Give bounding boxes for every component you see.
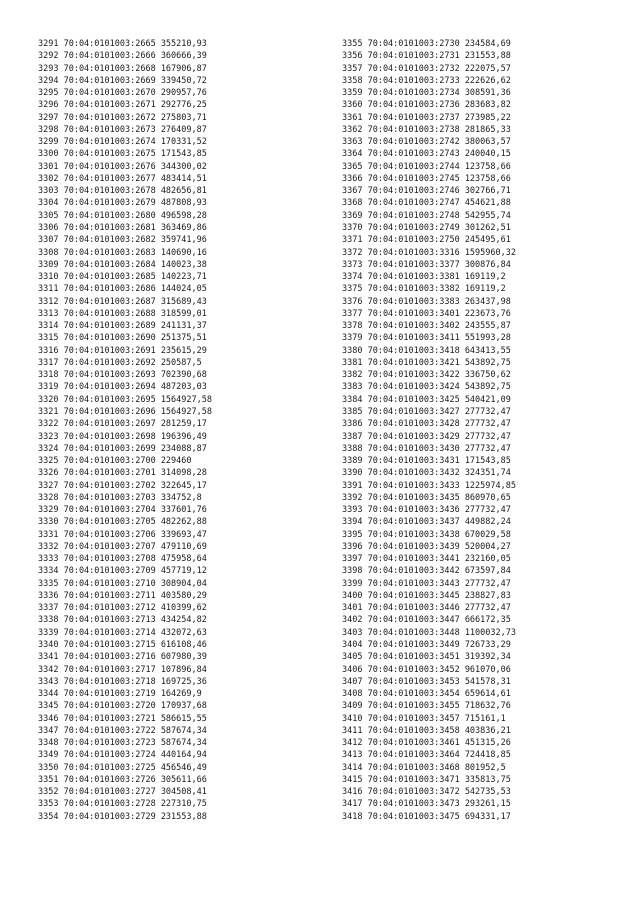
table-row: 3373 70:04:0101003:3377 300876,84 (342, 259, 511, 270)
table-row: 3363 70:04:0101003:2742 380063,57 (342, 137, 511, 148)
table-row: 3296 70:04:0101003:2671 292776,25 (38, 100, 207, 111)
table-row: 3377 70:04:0101003:3401 223673,76 (342, 308, 511, 319)
table-row: 3393 70:04:0101003:3436 277732,47 (342, 505, 511, 516)
table-row: 3417 70:04:0101003:3473 293261,15 (342, 799, 511, 810)
table-row: 3412 70:04:0101003:3461 451315,26 (342, 738, 511, 749)
table-row: 3389 70:04:0101003:3431 171543,85 (342, 456, 511, 467)
table-row: 3331 70:04:0101003:2706 339693,47 (38, 529, 207, 540)
table-row: 3388 70:04:0101003:3430 277732,47 (342, 443, 511, 454)
table-row: 3376 70:04:0101003:3383 263437,98 (342, 296, 511, 307)
table-row: 3414 70:04:0101003:3468 801952,5 (342, 762, 506, 773)
table-row: 3382 70:04:0101003:3422 336750,62 (342, 370, 511, 381)
table-row: 3295 70:04:0101003:2670 290957,76 (38, 88, 207, 99)
table-row: 3309 70:04:0101003:2684 140023,38 (38, 259, 207, 270)
table-row: 3345 70:04:0101003:2720 170937,68 (38, 701, 207, 712)
table-row: 3347 70:04:0101003:2722 587674,34 (38, 725, 207, 736)
table-row: 3293 70:04:0101003:2668 167906,87 (38, 63, 207, 74)
table-row: 3338 70:04:0101003:2713 434254,82 (38, 615, 207, 626)
table-row: 3341 70:04:0101003:2716 607980,39 (38, 652, 207, 663)
table-row: 3324 70:04:0101003:2699 234088,87 (38, 443, 207, 454)
table-row: 3379 70:04:0101003:3411 551993,28 (342, 333, 511, 344)
table-row: 3342 70:04:0101003:2717 107896,84 (38, 664, 207, 675)
table-row: 3416 70:04:0101003:3472 542735,53 (342, 787, 511, 798)
table-row: 3406 70:04:0101003:3452 961070,06 (342, 664, 511, 675)
table-row: 3381 70:04:0101003:3421 543892,75 (342, 357, 511, 368)
table-row: 3380 70:04:0101003:3418 643413,55 (342, 345, 511, 356)
table-row: 3357 70:04:0101003:2732 222075,57 (342, 63, 511, 74)
table-row: 3318 70:04:0101003:2693 702390,68 (38, 370, 207, 381)
table-row: 3339 70:04:0101003:2714 432072,63 (38, 627, 207, 638)
table-row: 3374 70:04:0101003:3381 169119,2 (342, 272, 506, 283)
table-row: 3411 70:04:0101003:3458 403836,21 (342, 725, 511, 736)
table-row: 3304 70:04:0101003:2679 487808,93 (38, 198, 207, 209)
table-row: 3369 70:04:0101003:2748 542955,74 (342, 210, 511, 221)
table-row: 3359 70:04:0101003:2734 308591,36 (342, 88, 511, 99)
table-row: 3311 70:04:0101003:2686 144024,05 (38, 284, 207, 295)
table-row: 3336 70:04:0101003:2711 403580,29 (38, 590, 207, 601)
table-row: 3346 70:04:0101003:2721 586615,55 (38, 713, 207, 724)
table-row: 3397 70:04:0101003:3441 232160,05 (342, 554, 511, 565)
table-row: 3394 70:04:0101003:3437 449882,24 (342, 517, 511, 528)
table-row: 3405 70:04:0101003:3451 319392,34 (342, 652, 511, 663)
table-row: 3358 70:04:0101003:2733 222626,62 (342, 75, 511, 86)
table-row: 3329 70:04:0101003:2704 337601,76 (38, 505, 207, 516)
table-row: 3351 70:04:0101003:2726 305611,66 (38, 774, 207, 785)
table-row: 3390 70:04:0101003:3432 324351,74 (342, 468, 511, 479)
table-row: 3395 70:04:0101003:3438 670029,58 (342, 529, 511, 540)
table-row: 3343 70:04:0101003:2718 169725,36 (38, 676, 207, 687)
table-row: 3367 70:04:0101003:2746 302766,71 (342, 186, 511, 197)
table-row: 3356 70:04:0101003:2731 231553,88 (342, 51, 511, 62)
table-row: 3352 70:04:0101003:2727 304508,41 (38, 787, 207, 798)
table-row: 3391 70:04:0101003:3433 1225974,85 (342, 480, 516, 491)
table-row: 3399 70:04:0101003:3443 277732,47 (342, 578, 511, 589)
table-row: 3300 70:04:0101003:2675 171543,85 (38, 149, 207, 160)
table-row: 3413 70:04:0101003:3464 724418,85 (342, 750, 511, 761)
table-row: 3314 70:04:0101003:2689 241131,37 (38, 321, 207, 332)
table-row: 3403 70:04:0101003:3448 1100032,73 (342, 627, 516, 638)
table-row: 3396 70:04:0101003:3439 520004,27 (342, 541, 511, 552)
table-row: 3326 70:04:0101003:2701 314098,28 (38, 468, 207, 479)
table-row: 3292 70:04:0101003:2666 360666,39 (38, 51, 207, 62)
table-row: 3415 70:04:0101003:3471 335813,75 (342, 774, 511, 785)
table-row: 3361 70:04:0101003:2737 273985,22 (342, 112, 511, 123)
table-row: 3375 70:04:0101003:3382 169119,2 (342, 284, 506, 295)
table-row: 3294 70:04:0101003:2669 339450,72 (38, 75, 207, 86)
table-row: 3321 70:04:0101003:2696 1564927,58 (38, 406, 212, 417)
table-row: 3398 70:04:0101003:3442 673597,84 (342, 566, 511, 577)
table-row: 3410 70:04:0101003:3457 715161,1 (342, 713, 506, 724)
table-row: 3306 70:04:0101003:2681 363469,86 (38, 222, 207, 233)
table-row: 3418 70:04:0101003:3475 694331,17 (342, 811, 511, 822)
table-row: 3392 70:04:0101003:3435 860970,65 (342, 492, 511, 503)
table-row: 3335 70:04:0101003:2710 308904,04 (38, 578, 207, 589)
table-row: 3355 70:04:0101003:2730 234584,69 (342, 39, 511, 49)
table-row: 3316 70:04:0101003:2691 235615,29 (38, 345, 207, 356)
right-column (342, 38, 516, 823)
table-row: 3327 70:04:0101003:2702 322645,17 (38, 480, 207, 491)
table-row: 3378 70:04:0101003:3402 243555,87 (342, 321, 511, 332)
table-row: 3364 70:04:0101003:2743 240040,15 (342, 149, 511, 160)
table-row: 3348 70:04:0101003:2723 587674,34 (38, 738, 207, 749)
table-row: 3385 70:04:0101003:3427 277732,47 (342, 406, 511, 417)
table-row: 3313 70:04:0101003:2688 318599,01 (38, 308, 207, 319)
table-row: 3333 70:04:0101003:2708 475958,64 (38, 554, 207, 565)
table-row: 3323 70:04:0101003:2698 196396,49 (38, 431, 207, 442)
table-row: 3408 70:04:0101003:3454 659614,61 (342, 689, 511, 700)
table-row: 3409 70:04:0101003:3455 718632,76 (342, 701, 511, 712)
table-row: 3308 70:04:0101003:2683 140690,16 (38, 247, 207, 258)
table-row: 3383 70:04:0101003:3424 543892,75 (342, 382, 511, 393)
table-row: 3366 70:04:0101003:2745 123758,66 (342, 173, 511, 184)
table-row: 3349 70:04:0101003:2724 440164,94 (38, 750, 207, 761)
table-row: 3330 70:04:0101003:2705 482262,88 (38, 517, 207, 528)
table-row: 3315 70:04:0101003:2690 251375,51 (38, 333, 207, 344)
table-row: 3360 70:04:0101003:2736 283683,82 (342, 100, 511, 111)
table-row: 3299 70:04:0101003:2674 170331,52 (38, 137, 207, 148)
table-row: 3325 70:04:0101003:2700 229460 (38, 456, 192, 467)
table-row: 3301 70:04:0101003:2676 344300,02 (38, 161, 207, 172)
table-row: 3320 70:04:0101003:2695 1564927,58 (38, 394, 212, 405)
table-row: 3384 70:04:0101003:3425 540421,09 (342, 394, 511, 405)
table-row: 3291 70:04:0101003:2665 355210,93 (38, 39, 207, 49)
table-row: 3368 70:04:0101003:2747 454621,88 (342, 198, 511, 209)
table-row: 3370 70:04:0101003:2749 301262,51 (342, 222, 511, 233)
table-row: 3310 70:04:0101003:2685 140223,71 (38, 272, 207, 283)
table-row: 3298 70:04:0101003:2673 276409,87 (38, 124, 207, 135)
table-row: 3337 70:04:0101003:2712 410399,62 (38, 603, 207, 614)
table-row: 3332 70:04:0101003:2707 479110,69 (38, 541, 207, 552)
left-column (38, 38, 212, 823)
table-row: 3317 70:04:0101003:2692 250587,5 (38, 357, 202, 368)
table-row: 3340 70:04:0101003:2715 616108,46 (38, 640, 207, 651)
table-row: 3334 70:04:0101003:2709 457719,12 (38, 566, 207, 577)
table-row: 3307 70:04:0101003:2682 359741,96 (38, 235, 207, 246)
table-row: 3400 70:04:0101003:3445 238827,83 (342, 590, 511, 601)
table-row: 3371 70:04:0101003:2750 245495,61 (342, 235, 511, 246)
table-row: 3350 70:04:0101003:2725 456546,49 (38, 762, 207, 773)
table-row: 3387 70:04:0101003:3429 277732,47 (342, 431, 511, 442)
table-row: 3353 70:04:0101003:2728 227310,75 (38, 799, 207, 810)
table-row: 3362 70:04:0101003:2738 281865,33 (342, 124, 511, 135)
table-row: 3297 70:04:0101003:2672 275803,71 (38, 112, 207, 123)
table-row: 3404 70:04:0101003:3449 726733,29 (342, 640, 511, 651)
table-row: 3365 70:04:0101003:2744 123758,66 (342, 161, 511, 172)
table-row: 3322 70:04:0101003:2697 281259,17 (38, 419, 207, 430)
table-row: 3328 70:04:0101003:2703 334752,8 (38, 492, 202, 503)
table-row: 3344 70:04:0101003:2719 164269,9 (38, 689, 202, 700)
table-row: 3386 70:04:0101003:3428 277732,47 (342, 419, 511, 430)
table-row: 3401 70:04:0101003:3446 277732,47 (342, 603, 511, 614)
table-row: 3305 70:04:0101003:2680 496598,28 (38, 210, 207, 221)
table-row: 3402 70:04:0101003:3447 666172,35 (342, 615, 511, 626)
table-row: 3302 70:04:0101003:2677 483414,51 (38, 173, 207, 184)
table-row: 3372 70:04:0101003:3316 1595960,32 (342, 247, 516, 258)
table-row: 3319 70:04:0101003:2694 487203,03 (38, 382, 207, 393)
table-row: 3354 70:04:0101003:2729 231553,88 (38, 811, 207, 822)
table-row: 3407 70:04:0101003:3453 541578,31 (342, 676, 511, 687)
table-row: 3312 70:04:0101003:2687 315689,43 (38, 296, 207, 307)
table-row: 3303 70:04:0101003:2678 482656,81 (38, 186, 207, 197)
